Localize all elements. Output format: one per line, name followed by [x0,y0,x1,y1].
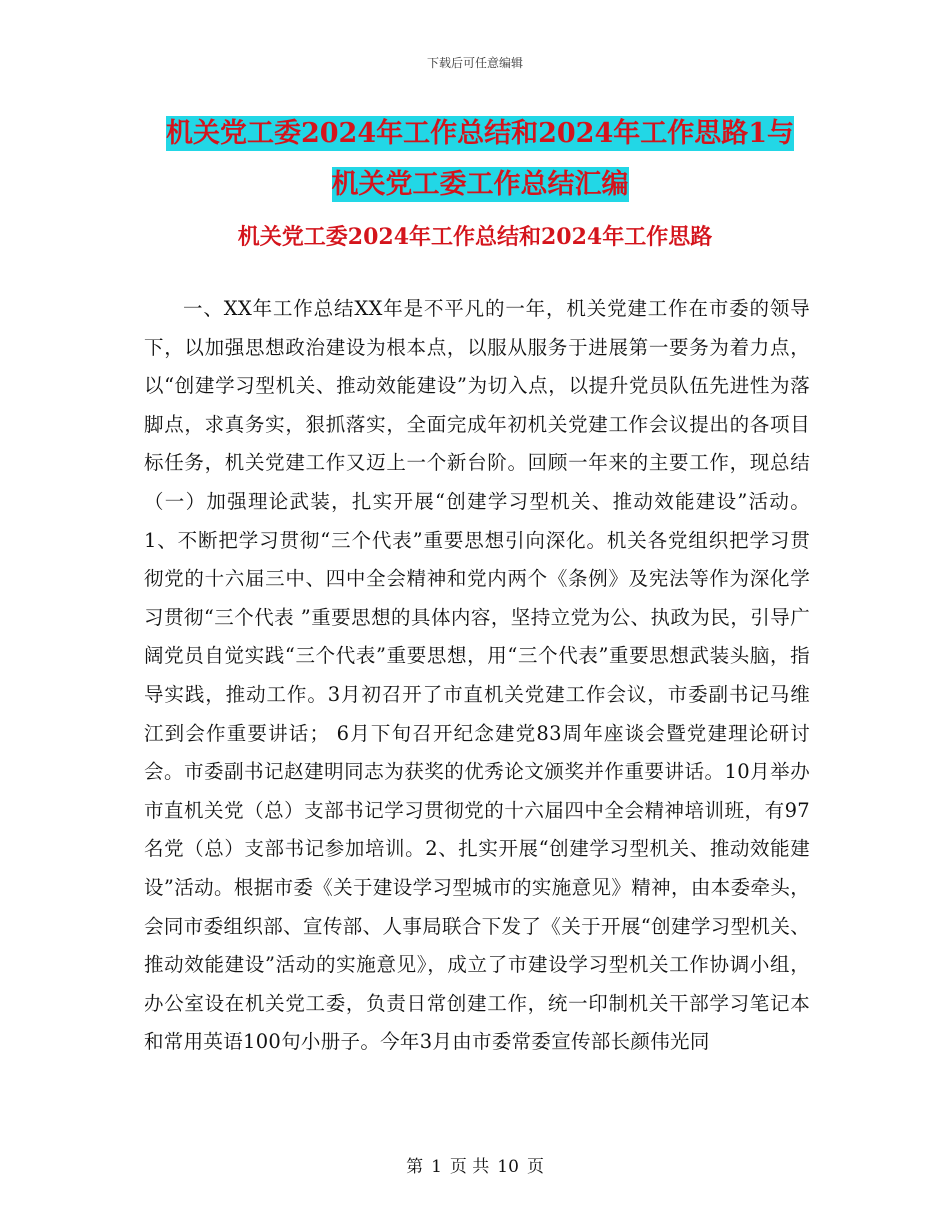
page-footer [0,1152,950,1177]
title-line-2: 机关党工委工作总结汇编 [331,169,629,200]
body-paragraph: 一、XX年工作总结XX年是不平凡的一年，机关党建工作在市委的领导下，以加强思想政治建设为根本点，以服从服务于进展第一要务为着力点，以“创建学习型机关、推动效能建设”为切入点，以提升党员队伍先进性为落脚点，求真务实，狠抓落实，全面完成年初机关党建工作会议提出的各项目标任务，机关党建工作又迈上一个新台阶。回顾一年来的主要工作，现总结（一）加强理论武装，扎实开展“创建学习型机关、推动效能建设”活动。1、不断把学习贯彻“三个代表”重要思想引向深化。机关各党组织把学习贯彻党的十六届三中、四中全会精神和党内两个《条例》及宪法等作为深化学习贯彻“三个代表 ”重要思想的具体内容，坚持立党为公、执政为民，引导广阔党员自觉实践“三个代表”重要思想，用“三个代表”重要思想武装头脑，指导实践，推动工作。3月初召开了市直机关党建工作会议，市委副书记马维江到会作重要讲话； 6月下旬召开纪念建党83周年座谈会暨党建理论研讨会。市委副书记赵建明同志为获奖的优秀论文颁奖并作重要讲话。10月举办市直机关党（总）支部书记学习贯彻党的十六届四中全会精神培训班，有97名党（总）支部书记参加培训。2、扎实开展“创建学习型机关、推动效能建设”活动。根据市委《关于建设学习型城市的实施意见》精神，由本委牵头，会同市委组织部、宣传部、人事局联合下发了《关于开展“创建学习型机关、推动效能建设”活动的实施意见》，成立了市建设学习型机关工作协调小组，办公室设在机关党工委，负责日常创建工作，统一印制机关干部学习笔记本和常用英语100句小册子。今年3月由市委常委宣传部长颜伟光同 [144,297,810,1054]
page-mid: 页 共 [449,1157,490,1177]
page-total: 10 [497,1157,519,1177]
title-line-1: 机关党工委2024年工作总结和2024年工作思路1与 [165,118,795,149]
header-note: 下载后可任意编辑 [426,56,523,70]
page-current: 1 [431,1157,442,1177]
section-title: 机关党工委2024年工作总结和2024年工作思路 [237,224,713,250]
page-suffix: 页 [526,1157,544,1177]
document-title [150,108,810,210]
page-prefix: 第 [406,1157,424,1177]
